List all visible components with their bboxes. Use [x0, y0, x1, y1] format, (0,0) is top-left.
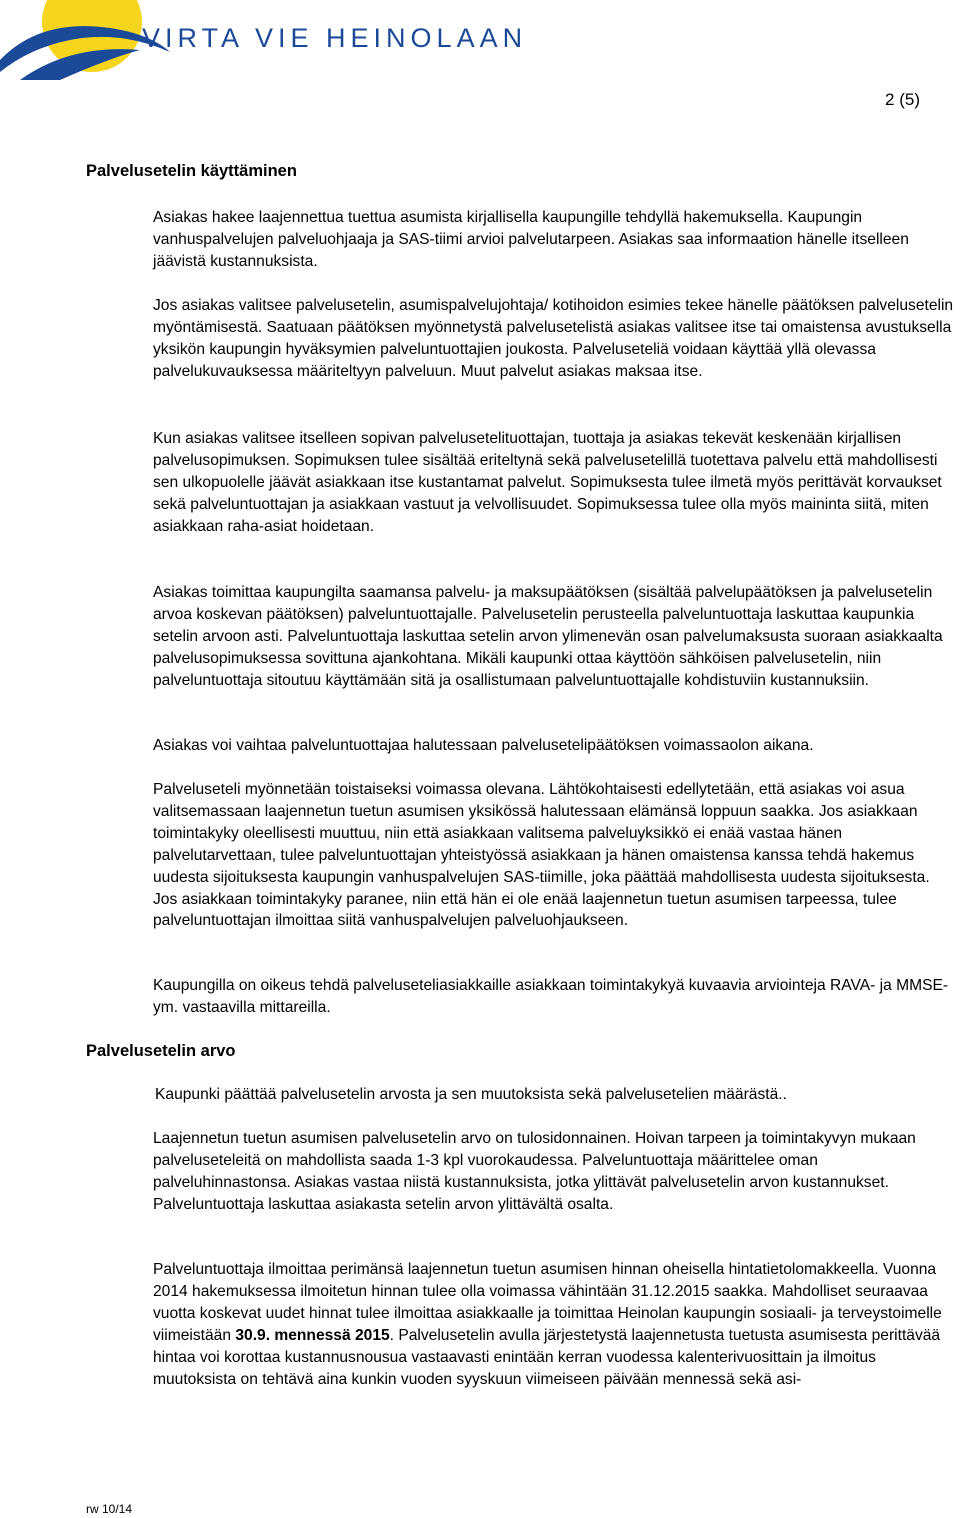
paragraph-text: Asiakas toimittaa kaupungilta saamansa palvelu- ja maksupäätöksen (sisältää palvelupäätöksen ja palvelusetelin arvoa koskevan päätöksen) palveluntuottajalle. Palvelusetelin perusteella palveluntuottaja laskuttaa kaupunkia setelin arvoon asti. Palveluntuottaja laskuttaa setelin arvon ylimenevän osan palvelumaksusta suoraan asiakkaalta palvelusopimuksessa sovittuna ajankohtana. Mikäli kaupunki ottaa käyttöön sähköisen palvelusetelin, niin palveluntuottaja sitoutuu käyttämään sitä ja osallistumaan palveluntuottajalle kohdistuviin kustannuksiin. — [153, 584, 943, 689]
value-paragraph-3 — [153, 1259, 956, 1390]
logo-graphic — [0, 0, 600, 80]
paragraph-text-part: Palveluntuottaja ilmoittaa perimänsä laajennetun tuetun asumisen hinnan oheisella hintatietolomakkeella. Vuonna 2014 hakemuksessa ilmoitetun hinnan tulee olla voimassa vähintään 31.12.2015 saakka. Mahdolliset seuraavaa vuotta koskevat uudet hinnat tulee ilmoittaa asiakkaalle ja toimittaa Heinolan kaupungin sosiaali- ja terveystoimelle viimeistään — [153, 1261, 942, 1344]
usage-paragraph-7 — [153, 975, 956, 1019]
usage-paragraph-2 — [153, 295, 956, 383]
document-code: rw 10/14 — [86, 1502, 133, 1516]
logo-text: VIRTA VIE HEINOLAAN — [142, 23, 528, 53]
usage-paragraph-3 — [153, 428, 956, 538]
deadline-bold-text: 30.9. mennessä 2015 — [235, 1326, 390, 1344]
paragraph-text-part: . Palvelusetelin avulla järjestetystä laajennetusta tuetusta asumisesta perittävää hintaa voi korottaa kustannusnousua vastaavasti enintään kerran vuodessa kalenterivuosittain ja ilmoitus muutoksista on tehtävä aina kunkin vuoden syyskuun viimeiseen päivään mennessä sekä asi- — [153, 1326, 941, 1388]
page-number: 2 (5) — [885, 90, 920, 109]
usage-paragraph-5 — [153, 735, 956, 757]
virta-vie-heinolaan-logo — [0, 0, 600, 80]
section-heading-usage: Palvelusetelin käyttäminen — [86, 162, 297, 180]
paragraph-text: Kaupunki päättää palvelusetelin arvosta ja sen muutoksista sekä palvelusetelien määrästä.. — [155, 1086, 787, 1103]
value-paragraph-1 — [155, 1084, 958, 1106]
paragraph-text: Kaupungilla on oikeus tehdä palveluseteliasiakkaille asiakkaan toimintakykyä kuvaavia arviointeja RAVA- ja MMSE- ym. vastaavilla mittareilla. — [153, 977, 949, 1016]
paragraph-text: Laajennetun tuetun asumisen palvelusetelin arvo on tulosidonnainen. Hoivan tarpeen ja toimintakyvyn mukaan palveluseteleitä on mahdollista saada 1-3 kpl vuorokaudessa. Palveluntuottaja määrittelee oman palveluhinnastonsa. Asiakas vastaa niistä kustannuksista, jotka ylittävät palvelusetelin arvon kustannukset. Palveluntuottaja laskuttaa asiakasta setelin arvon ylittävältä osalta. — [153, 1130, 916, 1213]
usage-paragraph-4 — [153, 582, 956, 692]
usage-paragraph-6 — [153, 779, 956, 932]
value-paragraph-2 — [153, 1128, 956, 1216]
paragraph-text — [153, 1259, 956, 1390]
paragraph-text: Asiakas voi vaihtaa palveluntuottajaa halutessaan palvelusetelipäätöksen voimassaolon aikana. — [153, 737, 814, 754]
paragraph-text: Palveluseteli myönnetään toistaiseksi voimassa olevana. Lähtökohtaisesti edellytetään, että asiakas voi asua valitsemassaan laajennetun tuetun asumisen yksikössä halutessaan elämänsä loppuun saakka. Jos asiakkaan toimintakyky oleellisesti muuttuu, niin että asiakkaan valitsema palveluyksikkö ei enää vastaa hänen palvelutarvettaan, tulee palveluntuottajan yhteistyössä asiakkaan ja hänen omaistensa kanssa tehdä hakemus uudesta sijoituksesta kaupungin vanhuspalvelujen SAS-tiimille, joka päättää mahdollisesta uudesta sijoituksesta. Jos asiakkaan toimintakyky paranee, niin että hän ei ole enää laajennetun tuetun asumisen tarpeessa, tulee palveluntuottajan ilmoittaa siitä vanhuspalvelujen palveluohjaukseen. — [153, 781, 930, 930]
paragraph-text: Kun asiakas valitsee itselleen sopivan palvelusetelituottajan, tuottaja ja asiakas tekevät keskenään kirjallisen palvelusopimuksen. Sopimuksen tulee sisältää eriteltynä sekä palvelusetelillä tuotettava palvelu että mahdollisesti sen ulkopuolelle jäävät asiakkaan itse kustantamat palvelut. Sopimuksesta tulee ilmetä myös perittävät korvaukset sekä palveluntuottajan ja asiakkaan vastuut ja velvollisuudet. Sopimuksessa tulee olla myös maininta siitä, miten asiakkaan raha-asiat hoidetaan. — [153, 430, 942, 535]
paragraph-text: Jos asiakas valitsee palvelusetelin, asumispalvelujohtaja/ kotihoidon esimies tekee hänelle päätöksen palvelusetelin myöntämisestä. Saatuaan päätöksen myönnetystä palvelusetelistä asiakas valitsee itse tai omaistensa avustuksella yksikön kaupungin hyväksymien palveluntuottajien joukosta. Palveluseteliä voidaan käyttää yllä olevassa palvelukuvauksessa määriteltyyn palveluun. Muut palvelut asiakas maksaa itse. — [153, 297, 954, 380]
usage-paragraph-1 — [153, 207, 956, 273]
paragraph-text: Asiakas hakee laajennettua tuettua asumista kirjallisella kaupungille tehdyllä hakemuksella. Kaupungin vanhuspalvelujen palveluohjaaja ja SAS-tiimi arvioi palvelutarpeen. Asiakas saa informaation hänelle itselleen jäävistä kustannuksista. — [153, 209, 909, 270]
section-heading-value: Palvelusetelin arvo — [86, 1042, 236, 1060]
